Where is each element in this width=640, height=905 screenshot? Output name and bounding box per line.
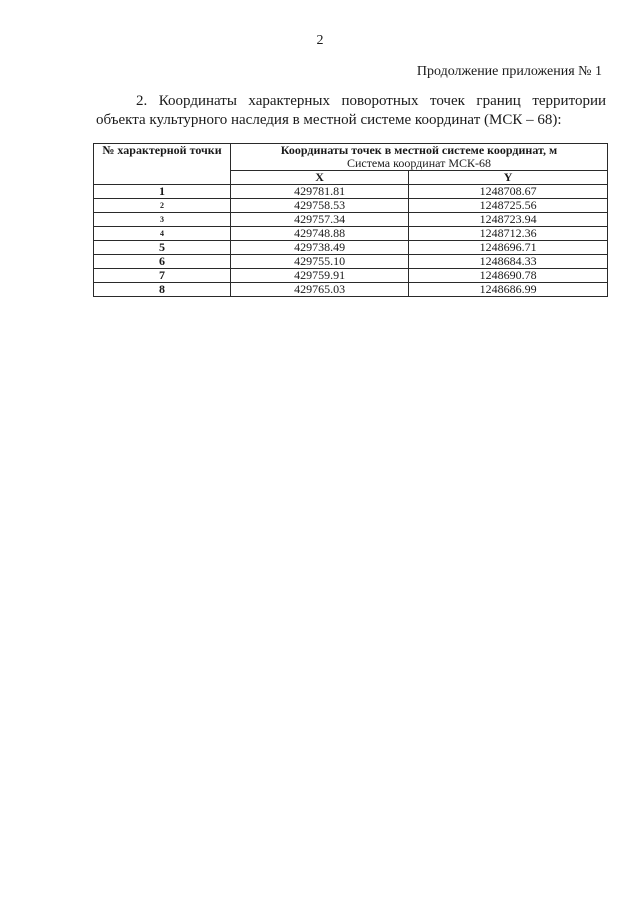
x-column-header: X [231,171,409,185]
appendix-continuation-note: Продолжение приложения № 1 [416,64,602,79]
coordinates-table [93,143,608,297]
point-number: 4 [94,227,231,241]
table-row [94,185,608,199]
table-row [94,213,608,227]
table-row [94,255,608,269]
point-number: 8 [94,283,231,297]
y-column-header: Y [409,171,608,185]
point-number: 6 [94,255,231,269]
intro-paragraph [96,92,606,130]
x-value: 429781.81 [231,185,409,199]
table-row [94,227,608,241]
table-row [94,199,608,213]
x-value: 429738.49 [231,241,409,255]
point-number: 3 [94,213,231,227]
intro-line-1: 2. Координаты характерных поворотных точек границ территории [136,93,606,109]
y-value: 1248696.71 [409,241,608,255]
point-number: 1 [94,185,231,199]
x-value: 429758.53 [231,199,409,213]
x-value: 429765.03 [231,283,409,297]
point-number: 2 [94,199,231,213]
point-number: 5 [94,241,231,255]
table-row [94,269,608,283]
y-value: 1248723.94 [409,213,608,227]
table-row [94,241,608,255]
coordinates-header [231,144,608,171]
y-value: 1248686.99 [409,283,608,297]
point-number-header: № характерной точки [94,144,231,185]
x-value: 429759.91 [231,269,409,283]
x-value: 429757.34 [231,213,409,227]
y-value: 1248708.67 [409,185,608,199]
point-number: 7 [94,269,231,283]
y-value: 1248725.56 [409,199,608,213]
page-number: 2 [316,33,324,48]
y-value: 1248690.78 [409,269,608,283]
x-value: 429748.88 [231,227,409,241]
coordinate-system-label: Система координат МСК-68 [346,156,492,170]
table-row [94,283,608,297]
intro-line-2: объекта культурного наследия в местной системе координат (МСК – 68): [96,112,562,128]
y-value: 1248712.36 [409,227,608,241]
x-value: 429755.10 [231,255,409,269]
coordinates-header-title: Координаты точек в местной системе координат, м [280,143,558,157]
y-value: 1248684.33 [409,255,608,269]
